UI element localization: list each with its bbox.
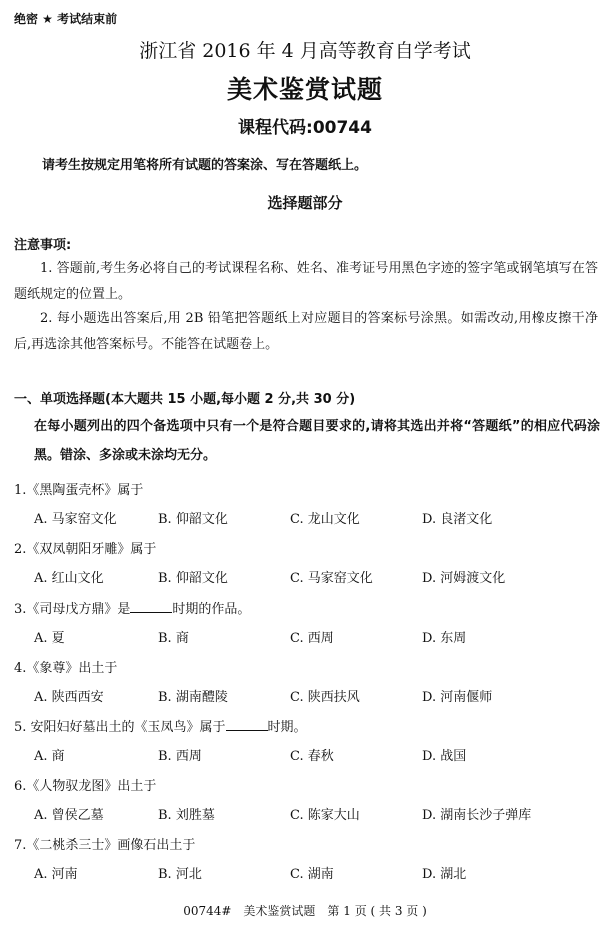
section-heading: 选择题部分 (267, 194, 343, 212)
question-stem: 4.《象尊》出土于 (14, 661, 118, 676)
note-item: 1. 答题前,考生务必将自己的考试课程名称、姓名、准考证号用黑色字迹的签字笔或钢笔填写在答题纸规定的位置上。 (14, 261, 598, 302)
part-heading: 一、单项选择题(本大题共 15 小题,每小题 2 分,共 30 分) (14, 392, 356, 407)
question-stem: 5. 安阳妇好墓出土的《玉凤鸟》属于 时期。 (14, 720, 307, 735)
option-c: C. 春秋 (290, 749, 334, 764)
note-item: 2. 每小题选出答案后,用 2B 铅笔把答题纸上对应题目的答案标号涂黑。如需改动,用橡皮擦干净后,再选涂其他答案标号。不能答在试题卷上。 (14, 311, 598, 352)
exam-session-line: 浙江省 2016 年 4 月高等教育自学考试 (139, 40, 471, 62)
answer-blank (130, 600, 172, 613)
option-c: C. 西周 (290, 631, 334, 646)
answer-instruction: 请考生按规定用笔将所有试题的答案涂、写在答题纸上。 (42, 158, 368, 173)
option-a: A. 河南 (34, 867, 78, 882)
option-b: B. 刘胜墓 (158, 808, 215, 823)
option-a: A. 陕西西安 (34, 690, 104, 705)
option-a: A. 商 (34, 749, 65, 764)
option-c: C. 马家窑文化 (290, 571, 373, 586)
page-footer: 00744# 美术鉴赏试题 第 1 页 ( 共 3 页 ) (183, 904, 427, 918)
answer-blank (226, 718, 268, 731)
option-a: A. 红山文化 (34, 571, 104, 586)
question-stem: 7.《二桃杀三士》画像石出土于 (14, 838, 196, 853)
option-a: A. 马家窑文化 (34, 512, 117, 527)
option-b: B. 仰韶文化 (158, 571, 228, 586)
option-d: D. 河南偃师 (422, 690, 493, 705)
option-b: B. 商 (158, 631, 189, 646)
option-c: C. 湖南 (290, 867, 334, 882)
option-d: D. 良渚文化 (422, 512, 493, 527)
option-d: D. 东周 (422, 631, 467, 646)
option-d: D. 河姆渡文化 (422, 571, 506, 586)
option-c: C. 龙山文化 (290, 512, 360, 527)
option-a: A. 曾侯乙墓 (34, 808, 104, 823)
part-description: 在每小题列出的四个备选项中只有一个是符合题目要求的,请将其选出并将“答题纸”的相应代码涂黑。错涂、多涂或未涂均无分。 (34, 419, 600, 463)
question-stem: 1.《黑陶蛋壳杯》属于 (14, 483, 144, 498)
option-b: B. 西周 (158, 749, 202, 764)
notes-heading: 注意事项: (14, 238, 72, 253)
option-d: D. 战国 (422, 749, 467, 764)
option-b: B. 湖南醴陵 (158, 690, 228, 705)
option-a: A. 夏 (34, 631, 65, 646)
page-title: 美术鉴赏试题 (226, 75, 383, 104)
question-stem: 3.《司母戊方鼎》是 时期的作品。 (14, 602, 251, 617)
question-stem: 2.《双凤朝阳牙雕》属于 (14, 542, 157, 557)
option-c: C. 陈家大山 (290, 808, 360, 823)
question-stem: 6.《人物驭龙图》出土于 (14, 779, 157, 794)
confidential-mark: 绝密 ★ 考试结束前 (14, 12, 118, 26)
course-code: 课程代码:00744 (238, 118, 372, 138)
option-c: C. 陕西扶风 (290, 690, 360, 705)
option-b: B. 河北 (158, 867, 202, 882)
option-b: B. 仰韶文化 (158, 512, 228, 527)
option-d: D. 湖北 (422, 867, 467, 882)
option-d: D. 湖南长沙子弹库 (422, 808, 532, 823)
